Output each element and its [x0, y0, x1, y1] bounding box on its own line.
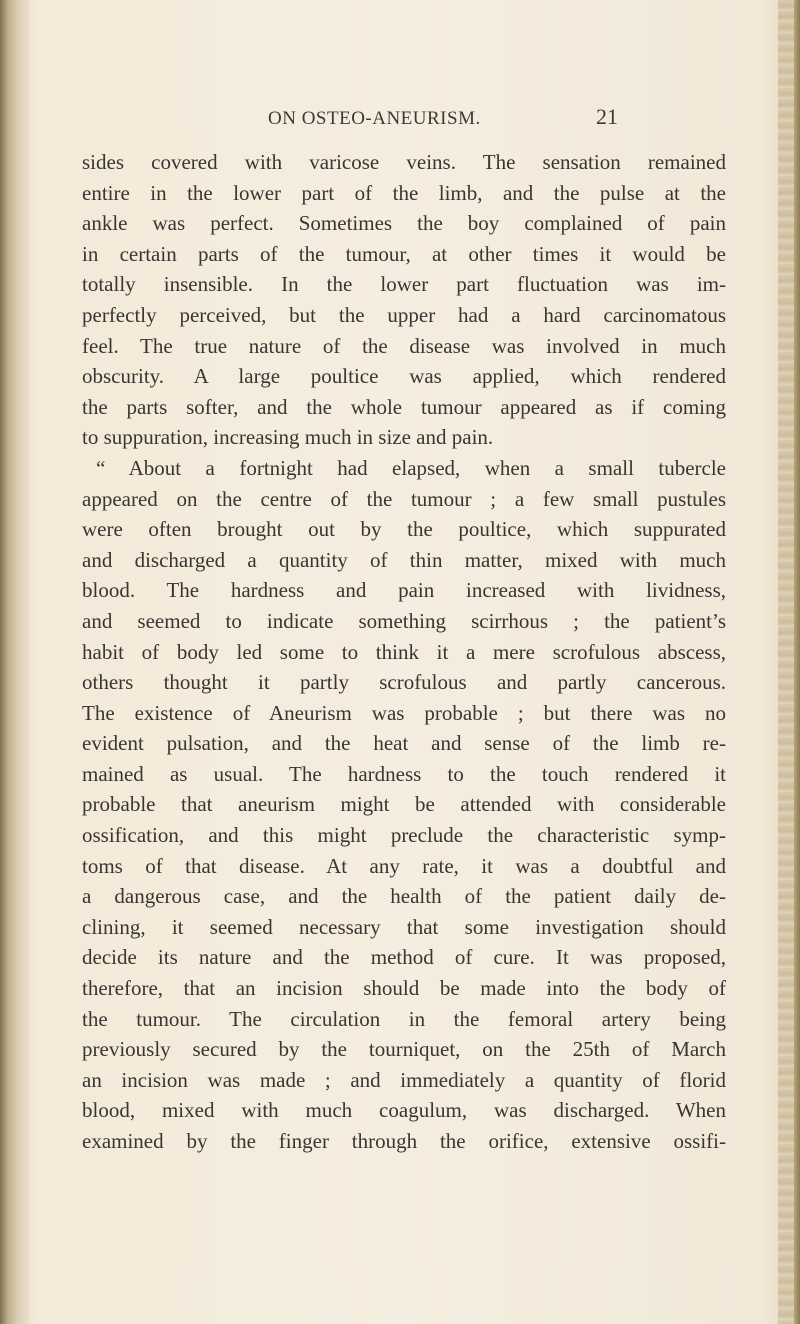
text-line: the parts softer, and the whole tumour appeared as if coming [82, 394, 726, 419]
text-line-paragraph-start: “ About a fortnight had elapsed, when a small tubercle [96, 455, 726, 480]
text-line: a dangerous case, and the health of the patient daily de- [82, 884, 726, 909]
text-line: an incision was made ; and immediately a quantity of florid [82, 1067, 726, 1092]
text-line: appeared on the centre of the tumour ; a few small pustules [82, 486, 726, 511]
running-header [0, 104, 800, 132]
text-line: therefore, that an incision should be made into the body of [82, 976, 726, 1001]
text-line: ossification, and this might preclude the characteristic symp- [82, 823, 726, 848]
text-line: the tumour. The circulation in the femoral artery being [82, 1006, 726, 1031]
text-line: and seemed to indicate something scirrhous ; the patient’s [82, 608, 726, 633]
text-line: totally insensible. In the lower part fluctuation was im- [82, 272, 726, 297]
text-line: and discharged a quantity of thin matter, mixed with much [82, 547, 726, 572]
text-line: The existence of Aneurism was probable ; but there was no [82, 700, 726, 725]
text-line: were often brought out by the poultice, which suppurated [82, 517, 726, 542]
text-line: mained as usual. The hardness to the touch rendered it [82, 761, 726, 786]
body-text [82, 147, 726, 1157]
page-gutter-left [0, 0, 30, 1324]
text-line: evident pulsation, and the heat and sense of the limb re- [82, 731, 726, 756]
text-line: decide its nature and the method of cure. It was proposed, [82, 945, 726, 970]
text-line: clining, it seemed necessary that some investigation should [82, 914, 726, 939]
text-line: habit of body led some to think it a mere scrofulous abscess, [82, 639, 726, 664]
page-edge-shadow [794, 0, 800, 1324]
text-line: blood, mixed with much coagulum, was discharged. When [82, 1098, 726, 1123]
text-line: perfectly perceived, but the upper had a hard carcinomatous [82, 302, 726, 327]
text-line: blood. The hardness and pain increased with lividness, [82, 578, 726, 603]
text-line: previously secured by the tourniquet, on the 25th of March [82, 1037, 726, 1062]
text-line: others thought it partly scrofulous and partly cancerous. [82, 670, 726, 695]
running-title: ON OSTEO-ANEURISM. [268, 108, 481, 129]
text-line: entire in the lower part of the limb, and the pulse at the [82, 180, 726, 205]
text-line: feel. The true nature of the disease was involved in much [82, 333, 726, 358]
page-number: 21 [596, 104, 618, 129]
text-line: ankle was perfect. Sometimes the boy complained of pain [82, 211, 726, 236]
text-line: toms of that disease. At any rate, it was a doubtful and [82, 853, 726, 878]
text-line: probable that aneurism might be attended with considerable [82, 792, 726, 817]
text-line: sides covered with varicose veins. The sensation remained [82, 150, 726, 174]
text-line: in certain parts of the tumour, at other times it would be [82, 241, 726, 266]
text-line: examined by the finger through the orifice, extensive ossifi- [82, 1129, 726, 1153]
text-line: obscurity. A large poultice was applied, which rendered [82, 364, 726, 389]
text-line-paragraph-end: to suppuration, increasing much in size and pain. [82, 425, 494, 450]
